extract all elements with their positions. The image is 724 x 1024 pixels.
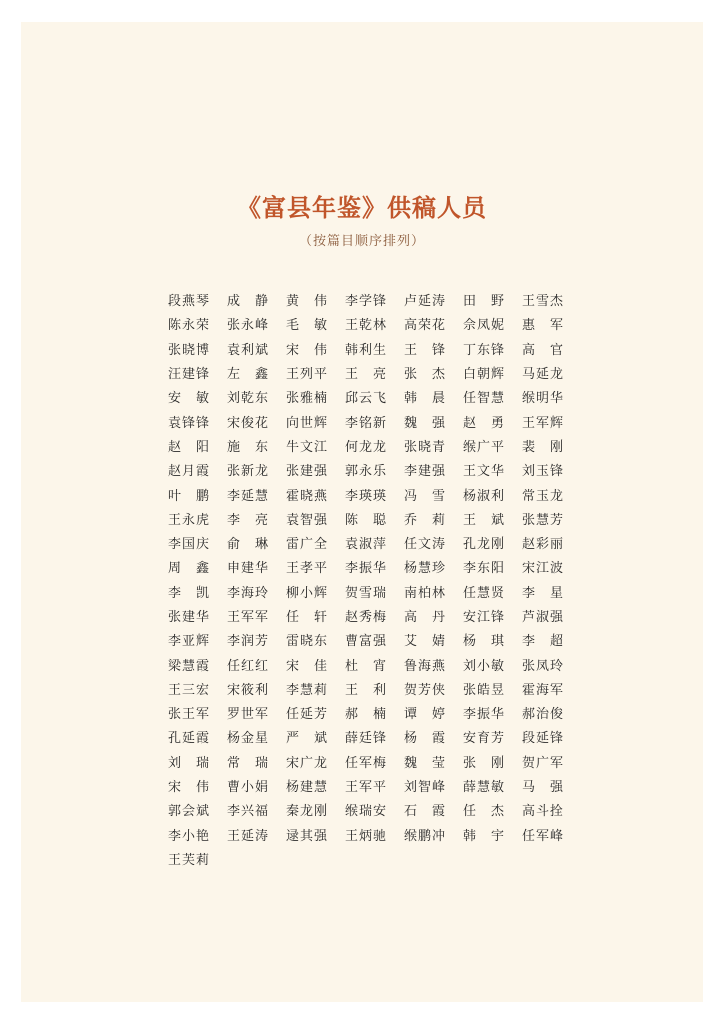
contributor-name: 雷 广 全 [286,537,327,553]
document-page [21,22,703,1002]
contributor-name: 张 建 强 [286,464,327,480]
contributor-name: 薛 慧 敏 [463,780,504,796]
contributor-name: 王 利 [345,682,386,698]
contributor-name: 缑 广 平 [463,439,504,455]
contributor-name: 郝 治 俊 [522,707,563,723]
contributor-name: 郭 永 乐 [345,464,386,480]
contributor-name: 张 刚 [463,755,504,771]
contributor-name: 汪 建 锋 [168,367,209,383]
contributor-name: 安 育 芳 [463,731,504,747]
contributor-name: 袁 锋 锋 [168,415,209,431]
contributor-name: 霍 晓 燕 [286,488,327,504]
contributor-name: 李 小 艳 [168,828,209,844]
contributor-name: 田 野 [463,294,504,310]
contributor-name: 曹 富 强 [345,634,386,650]
contributor-name: 李 亮 [227,512,268,528]
contributor-name: 马 强 [522,780,563,796]
contributor-name: 张 杰 [404,367,445,383]
contributor-name: 任 军 峰 [522,828,563,844]
contributor-name: 李 慧 莉 [286,682,327,698]
contributor-name: 何 龙 龙 [345,439,386,455]
contributor-name: 孔 延 霞 [168,731,209,747]
contributor-name: 王 乾 林 [345,318,386,334]
contributor-name: 赵 阳 [168,439,209,455]
contributor-name: 张 慧 芳 [522,512,563,528]
contributor-name: 任 红 红 [227,658,268,674]
contributor-name: 张 晓 博 [168,342,209,358]
contributor-name: 李 凯 [168,585,209,601]
contributor-name: 赵 勇 [463,415,504,431]
contributor-name: 罗 世 军 [227,707,268,723]
contributor-name: 张 凤 玲 [522,658,563,674]
contributor-name: 王 军 平 [345,780,386,796]
contributor-name: 张 永 峰 [227,318,268,334]
contributor-name: 芦 淑 强 [522,610,563,625]
contributor-name: 李 海 玲 [227,585,268,601]
contributor-name: 宋 伟 [168,780,209,796]
contributor-name: 谭 婷 [404,707,445,723]
contributor-name: 袁 利 斌 [227,342,268,358]
contributor-name: 刘 小 敏 [463,658,504,674]
contributor-name: 宋 俊 花 [227,415,268,431]
contributor-name: 魏 强 [404,415,445,431]
contributor-name: 柳 小 辉 [286,585,327,601]
contributor-name: 李 振 华 [463,707,504,723]
contributor-name: 李 星 [522,585,563,601]
contributor-name: 薛 廷 锋 [345,731,386,747]
contributor-name: 石 霞 [404,804,445,820]
contributor-name: 韩 晨 [404,391,445,407]
contributor-name: 王 芙 莉 [168,852,209,868]
contributor-name: 刘 瑞 [168,755,209,771]
contributor-name: 鲁 海 燕 [404,658,445,674]
contributor-name: 宋 伟 [286,342,327,358]
contributor-name: 俞 琳 [227,537,268,553]
contributor-name: 宋 广 龙 [286,755,327,771]
contributor-name: 王 军 军 [227,610,268,625]
contributor-name: 黄 伟 [286,294,327,310]
contributor-name: 雷 晓 东 [286,634,327,650]
contributor-name: 白 朝 辉 [463,367,504,383]
contributor-name: 李 振 华 [345,561,386,577]
contributor-name: 王 亮 [345,367,386,383]
contributor-name: 任 慧 贤 [463,585,504,601]
contributor-name: 惠 军 [522,318,563,334]
contributor-name: 任 智 慧 [463,391,504,407]
contributor-name: 李 润 芳 [227,634,268,650]
contributor-name: 陈 聪 [345,512,386,528]
contributor-name: 韩 宇 [463,828,504,844]
contributor-name: 张 建 华 [168,610,209,625]
contributor-name: 贺 雪 瑞 [345,585,386,601]
contributor-name: 王 雪 杰 [522,294,563,310]
contributor-name: 周 鑫 [168,561,209,577]
contributor-name: 杨 琪 [463,634,504,650]
contributor-name: 高 丹 [404,610,445,625]
contributor-name: 霍 海 军 [522,682,563,698]
contributor-name: 贺 广 军 [522,755,563,771]
contributor-name: 丁 东 锋 [463,342,504,358]
contributor-name: 任 文 涛 [404,537,445,553]
contributor-name: 缑 明 华 [522,391,563,407]
contributor-name: 任 军 梅 [345,755,386,771]
contributor-name: 张 雅 楠 [286,391,327,407]
contributor-name: 张 皓 昱 [463,682,504,698]
page-title: 《富县年鉴》供稿人员 [237,193,487,222]
contributor-name: 王 孝 平 [286,561,327,577]
contributor-name: 孔 龙 刚 [463,537,504,553]
contributor-name: 段 燕 琴 [168,294,209,310]
contributor-name: 王 三 宏 [168,682,209,698]
contributor-name: 李 铭 新 [345,415,386,431]
contributor-name: 段 延 锋 [522,731,563,747]
contributor-name: 赵 秀 梅 [345,610,386,625]
contributor-name: 叶 鹏 [168,488,209,504]
contributor-name: 李 兴 福 [227,804,268,820]
contributor-name: 毛 敏 [286,318,327,334]
contributor-name: 魏 莹 [404,755,445,771]
contributor-name: 任 杰 [463,804,504,820]
contributor-name: 王 炳 驰 [345,828,386,844]
contributor-name: 杨 金 星 [227,731,268,747]
contributor-name: 安 江 锋 [463,610,504,625]
contributor-name: 高 荣 花 [404,318,445,334]
contributor-name: 贺 芳 侠 [404,682,445,698]
contributor-name: 李 瑛 瑛 [345,488,386,504]
contributor-name: 郭 会 斌 [168,804,209,820]
contributor-name: 张 新 龙 [227,464,268,480]
contributor-name: 李 东 阳 [463,561,504,577]
contributor-name: 卢 延 涛 [404,294,445,310]
contributor-name: 杨 淑 利 [463,488,504,504]
contributor-name: 赵 月 霞 [168,464,209,480]
contributor-name: 秦 龙 刚 [286,804,327,820]
contributor-name: 南 柏 林 [404,585,445,601]
contributor-name: 逯 其 强 [286,828,327,844]
contributor-name: 王 军 辉 [522,415,563,431]
page-subtitle: （按篇目顺序排列） [298,234,425,249]
contributor-name: 申 建 华 [227,561,268,577]
contributor-name: 刘 玉 锋 [522,464,563,480]
contributor-name: 梁 慧 霞 [168,658,209,674]
contributor-name: 李 超 [522,634,563,650]
contributor-name: 李 学 锋 [345,294,386,310]
contributor-name: 李 延 慧 [227,488,268,504]
contributor-name: 向 世 辉 [286,415,327,431]
contributor-name: 严 斌 [286,731,327,747]
contributor-name: 刘 智 峰 [404,780,445,796]
contributor-name: 安 敏 [168,391,209,407]
contributor-list [168,290,563,873]
contributor-name: 刘 乾 东 [227,391,268,407]
contributor-name: 高 官 [522,342,563,358]
contributor-name: 王 斌 [463,512,504,528]
contributor-name: 乔 莉 [404,512,445,528]
contributor-name: 杨 霞 [404,731,445,747]
contributor-name: 宋 筱 利 [227,682,268,698]
contributor-name: 牛 文 江 [286,439,327,455]
contributor-name: 袁 淑 萍 [345,537,386,553]
contributor-name: 任 延 芳 [286,707,327,723]
contributor-name: 宋 佳 [286,658,327,674]
contributor-name: 左 鑫 [227,367,268,383]
contributor-name: 李 建 强 [404,464,445,480]
contributor-name: 杜 宵 [345,658,386,674]
contributor-name: 张 王 军 [168,707,209,723]
contributor-name: 施 东 [227,439,268,455]
contributor-name: 王 列 平 [286,367,327,383]
contributor-name: 任 轩 [286,610,327,625]
contributor-name: 曹 小 娟 [227,780,268,796]
contributor-name: 王 文 华 [463,464,504,480]
contributor-name: 马 延 龙 [522,367,563,383]
contributor-name: 韩 利 生 [345,342,386,358]
contributor-name: 佘 凤 妮 [463,318,504,334]
contributor-name: 赵 彩 丽 [522,537,563,553]
contributor-name: 杨 慧 珍 [404,561,445,577]
contributor-name: 常 瑞 [227,755,268,771]
contributor-name: 袁 智 强 [286,512,327,528]
contributor-name: 郝 楠 [345,707,386,723]
contributor-name: 张 晓 青 [404,439,445,455]
contributor-name: 缑 鹏 冲 [404,828,445,844]
contributor-name: 缑 瑞 安 [345,804,386,820]
contributor-name: 王 延 涛 [227,828,268,844]
contributor-name: 裴 刚 [522,439,563,455]
contributor-name: 成 静 [227,294,268,310]
contributor-name: 宋 江 波 [522,561,563,577]
contributor-name: 常 玉 龙 [522,488,563,504]
contributor-name: 艾 婧 [404,634,445,650]
contributor-name: 李 亚 辉 [168,634,209,650]
contributor-name: 王 锋 [404,342,445,358]
contributor-name: 王 永 虎 [168,512,209,528]
contributor-name: 陈 永 荣 [168,318,209,334]
contributor-name: 冯 雪 [404,488,445,504]
contributor-name: 李 国 庆 [168,537,209,553]
contributor-name: 邱 云 飞 [345,391,386,407]
contributor-name: 高 斗 拴 [522,804,563,820]
contributor-name: 杨 建 慧 [286,780,327,796]
